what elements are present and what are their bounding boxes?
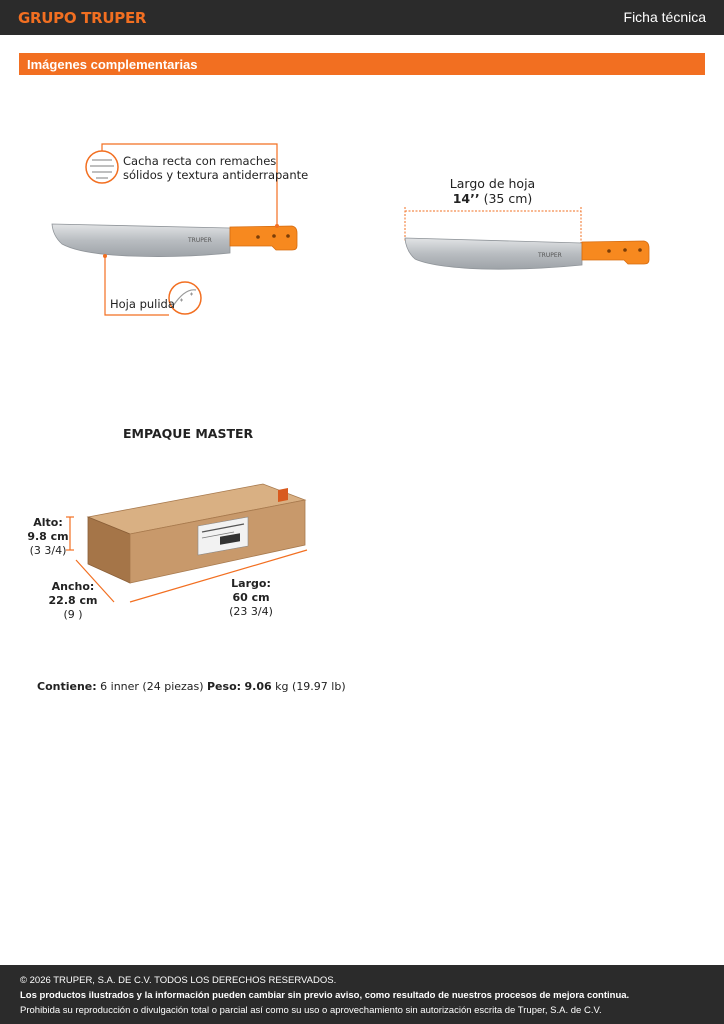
page-footer — [0, 965, 724, 1024]
blade-length-label — [430, 176, 555, 206]
weight-unit: kg (19.97 lb) — [275, 680, 346, 693]
blade-brand-mark: TRUPER — [188, 237, 212, 244]
brand-logo: GRUPO TRUPER — [18, 9, 147, 27]
handle-callout-line-2: sólidos y textura antiderrapante — [123, 168, 309, 182]
handle-callout-text — [123, 154, 308, 182]
blade-length-title: Largo de hoja — [449, 176, 536, 191]
footer-prohibition: Prohibida su reproducción o divulgación total o parcial así como su uso o aprovechamiento sin autorización escrita de Truper, S.A. de C.V. — [20, 1005, 602, 1016]
width-label: Ancho: — [51, 580, 95, 593]
height-in: (3 3/4) — [29, 544, 67, 557]
pack-weight — [207, 680, 346, 694]
document-type: Ficha técnica — [623, 9, 706, 25]
section-title: Imágenes complementarias — [27, 57, 198, 72]
box-width-label — [42, 580, 104, 622]
machete-handle — [230, 226, 297, 250]
contains-value: 6 inner (24 piezas) — [100, 680, 204, 693]
weight-label: Peso: — [207, 680, 242, 693]
page-header — [0, 0, 724, 35]
blade-length-cm: (35 cm) — [483, 191, 533, 206]
width-in: (9 ) — [63, 608, 83, 621]
length-in: (23 3/4) — [229, 605, 273, 618]
box-length-label — [221, 577, 281, 619]
master-pack-title: EMPAQUE MASTER — [123, 426, 254, 441]
contains-label: Contiene: — [37, 680, 97, 693]
height-label: Alto: — [33, 516, 63, 529]
blade-brand-mark: TRUPER — [538, 252, 562, 259]
pack-contents — [37, 680, 204, 694]
box-height-label — [20, 516, 76, 558]
length-label: Largo: — [231, 577, 271, 590]
length-cm: 60 cm — [232, 591, 270, 604]
width-cm: 22.8 cm — [48, 594, 98, 607]
weight-value: 9.06 — [244, 680, 272, 693]
handle-callout-line-1: Cacha recta con remaches — [123, 154, 277, 168]
blade-length-figure — [400, 205, 660, 280]
height-cm: 9.8 cm — [27, 530, 69, 543]
footer-copyright: © 2026 TRUPER, S.A. DE C.V. TODOS LOS DERECHOS RESERVADOS. — [20, 975, 337, 986]
blade-callout-text: Hoja pulida — [110, 297, 175, 311]
footer-notice: Los productos ilustrados y la información pueden cambiar sin previo aviso, como resultado de nuestros procesos de mejora continua. — [20, 990, 630, 1001]
section-bar — [19, 53, 705, 75]
blade-length-inches: 14’’ — [452, 191, 480, 206]
machete-handle — [582, 241, 649, 264]
